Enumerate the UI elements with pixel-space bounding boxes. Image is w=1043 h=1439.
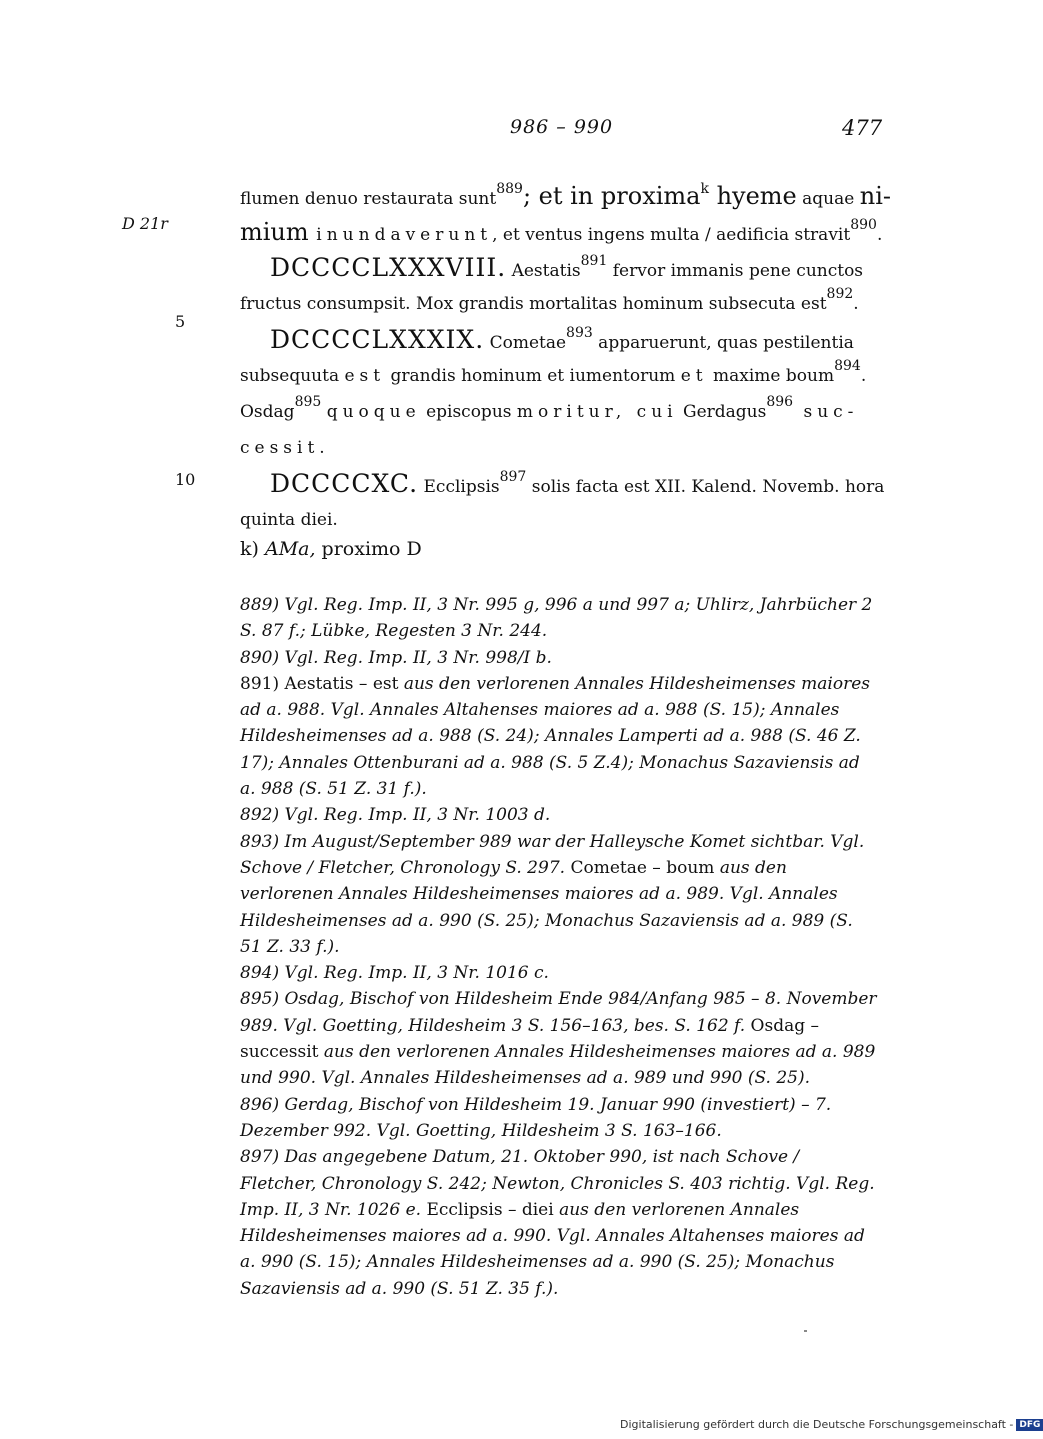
footnote-897: 897) Das angegebene Datum, 21. Oktober 990, ist nach Schove / Fletcher, Chronology S. 242; Newton, Chronicles S. 403 richtig. Vgl. Reg. Imp. II, 3 Nr. 1026 e. Ecclipsis – diei aus den verlorenen Annales Hildesheimenses maiores ad a. 990. Vgl. Annales Altahenses maiores ad a. 990 (S. 15); Annales Hildesheimenses ad a. 990 (S. 25); Monachus Sazaviensis ad a. 990 (S. 51 Z. 35 f.).: [240, 1147, 875, 1299]
critical-apparatus-note: k) AMa, proximo D: [240, 538, 422, 560]
text-line-3: DCCCCLXXXVIII. Aestatis$^{891}$ fervor immanis pene cunctos: [270, 253, 864, 282]
footnote-891: 891) Aestatis – est aus den verlorenen Annales Hildesheimenses maiores ad a. 988. Vgl. Annales Altahenses maiores ad a. 988 (S. 15); Annales Hildesheimenses ad a. 988 (S. 24); Annales Lamperti ad a. 988 (S. 46 Z. 17); Annales Ottenburani ad a. 988 (S. 5 Z.4); Monachus Sazaviensis ad a. 988 (S. 51 Z. 31 f.).: [240, 673, 870, 800]
footnote-ref-891: 891: [580, 253, 608, 269]
text-line-5: DCCCCLXXXIX. Cometae$^{893}$ apparuerunt, quas pestilentia: [270, 325, 854, 354]
year-989: DCCCCLXXXIX.: [270, 325, 485, 354]
text-line-10: quinta diei.: [240, 510, 338, 530]
text-line-2: mium inundaverunt, et ventus ingens multa / aedificia stravit$^{890}$.: [240, 217, 883, 246]
apparatus-ref-k: k: [700, 181, 709, 197]
footnote-894: 894) Vgl. Reg. Imp. II, 3 Nr. 1016 c.: [240, 963, 549, 984]
footnote-ref-897: 897: [499, 469, 527, 485]
page-number: 477: [842, 116, 883, 140]
running-head: 986 – 990: [510, 116, 614, 138]
text-line-7: Osdag$^{895}$ quoque episcopus moritur, cui Gerdagus$^{896}$ suc-: [240, 394, 859, 422]
text-line-4: fructus consumpsit. Mox grandis mortalitas hominum subsecuta est$^{892}$.: [240, 286, 859, 314]
footnote-ref-892: 892: [826, 286, 854, 302]
line-number-10: 10: [175, 470, 196, 489]
text-line-8: cessit.: [240, 438, 330, 458]
edition-text: [240, 178, 891, 538]
footnote-ref-894: 894: [834, 358, 861, 374]
folio-marker: D 21r: [122, 214, 168, 233]
footnote-895: 895) Osdag, Bischof von Hildesheim Ende 984/Anfang 985 – 8. November 989. Vgl. Goetting, Hildesheim 3 S. 156–163, bes. S. 162 f. Osdag – successit aus den verlorenen Annales Hildesheimenses maiores ad a. 989 und 990. Vgl. Annales Hildesheimenses ad a. 989 und 990 (S. 25).: [240, 989, 877, 1089]
digitization-footer: Digitalisierung gefördert durch die Deutsche Forschungsgemeinschaft - DFG: [620, 1418, 1043, 1431]
scan-speck: [804, 1330, 807, 1332]
year-990: DCCCCXC.: [270, 469, 419, 498]
footnote-ref-890: 890: [850, 217, 877, 233]
year-988: DCCCCLXXXVIII.: [270, 253, 507, 282]
footnote-ref-895: 895: [294, 394, 322, 410]
dfg-logo: DFG: [1016, 1419, 1043, 1431]
footnote-893: 893) Im August/September 989 war der Halleysche Komet sichtbar. Vgl. Schove / Fletcher, Chronology S. 297. Cometae – boum aus den verlorenen Annales Hildesheimenses maiores ad a. 989. Vgl. Annales Hildesheimenses ad a. 990 (S. 25); Monachus Sazaviensis ad a. 989 (S. 51 Z. 33 f.).: [240, 831, 865, 957]
line-number-5: 5: [175, 312, 186, 331]
footnote-ref-893: 893: [566, 325, 593, 341]
text-line-1: flumen denuo restaurata sunt$^{889}$; et in proxima$^k$ hyeme aquae ni-: [240, 181, 891, 210]
footnotes: [240, 592, 878, 1302]
footnote-ref-896: 896: [766, 394, 794, 410]
footnote-896: 896) Gerdag, Bischof von Hildesheim 19. Januar 990 (investiert) – 7. Dezember 992. Vgl. Goetting, Hildesheim 3 S. 163–166.: [240, 1094, 832, 1141]
footnote-ref-889: 889: [496, 181, 523, 197]
footnote-890: 890) Vgl. Reg. Imp. II, 3 Nr. 998/I b.: [240, 647, 552, 668]
footnote-889: 889) Vgl. Reg. Imp. II, 3 Nr. 995 g, 996 a und 997 a; Uhlirz, Jahrbücher 2 S. 87 f.; Lübke, Regesten 3 Nr. 244.: [240, 595, 873, 642]
text-line-9: DCCCCXC. Ecclipsis$^{897}$ solis facta est XII. Kalend. Novemb. hora: [270, 469, 885, 498]
text-line-6: subsequuta est grandis hominum et iumentorum et maxime boum$^{894}$.: [240, 358, 867, 386]
footnote-892: 892) Vgl. Reg. Imp. II, 3 Nr. 1003 d.: [240, 805, 551, 826]
